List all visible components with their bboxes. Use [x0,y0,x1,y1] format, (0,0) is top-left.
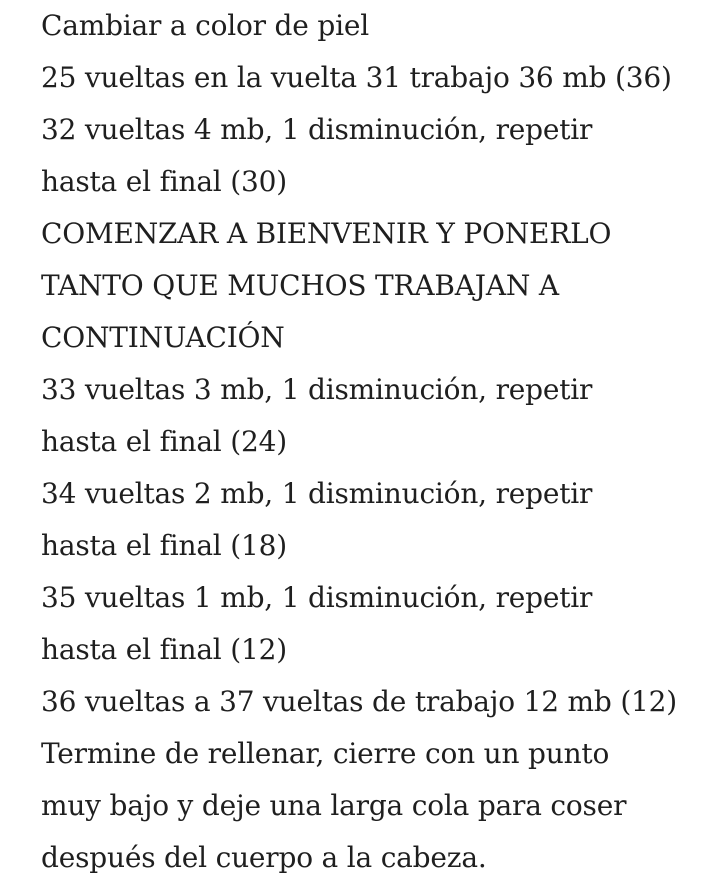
text-line: después del cuerpo a la cabeza. [41,841,487,874]
text-line: hasta el final (24) [41,425,287,458]
text-line: 35 vueltas 1 mb, 1 disminución, repetir [41,581,593,614]
text-line: COMENZAR A BIENVENIR Y PONERLO [41,217,612,250]
text-line: CONTINUACIÓN [41,321,285,354]
text-line: hasta el final (30) [41,165,287,198]
text-line: 36 vueltas a 37 vueltas de trabajo 12 mb (12) [41,685,677,718]
text-line: hasta el final (18) [41,529,287,562]
text-line: TANTO QUE MUCHOS TRABAJAN A [41,269,559,302]
text-line: muy bajo y deje una larga cola para coser [41,789,627,822]
text-line: 32 vueltas 4 mb, 1 disminución, repetir [41,113,593,146]
text-line: Termine de rellenar, cierre con un punto [41,737,610,770]
text-line: 33 vueltas 3 mb, 1 disminución, repetir [41,373,593,406]
text-line: 34 vueltas 2 mb, 1 disminución, repetir [41,477,593,510]
text-line: Cambiar a color de piel [41,9,369,42]
text-line: 25 vueltas en la vuelta 31 trabajo 36 mb (36) [41,61,672,94]
pattern-instructions [41,0,711,884]
text-line: hasta el final (12) [41,633,287,666]
